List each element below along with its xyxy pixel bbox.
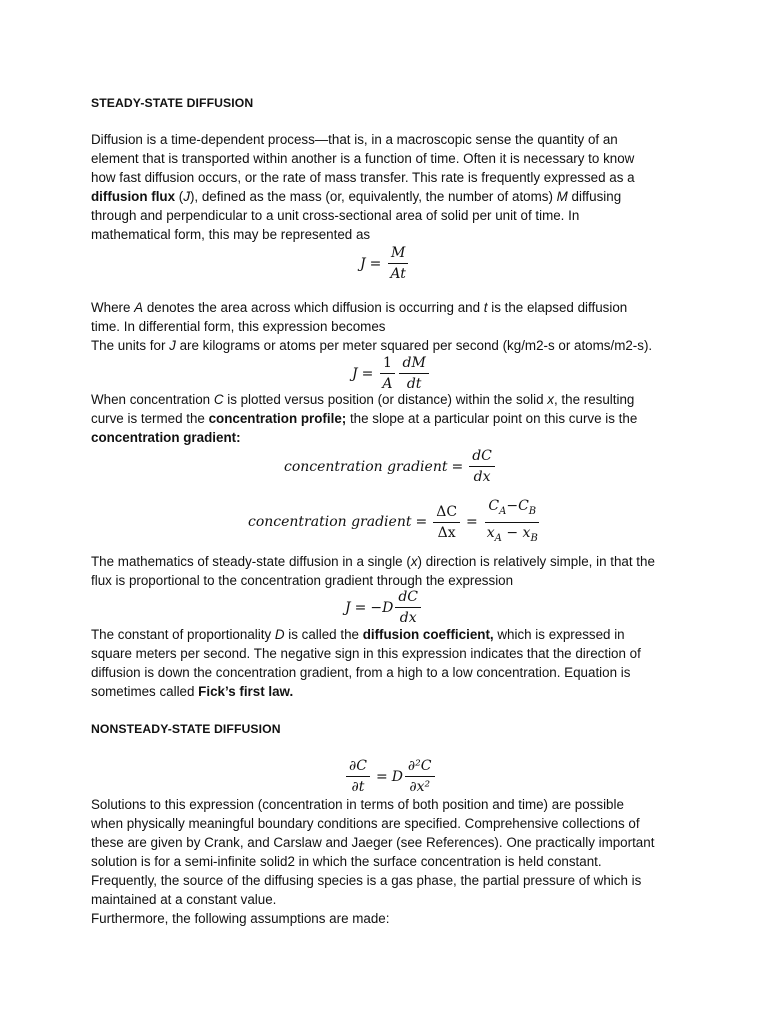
paragraph-area-time — [91, 298, 691, 355]
text-line: time. In differential form, this expression becomes — [91, 319, 386, 334]
symbol-j: J — [169, 338, 176, 353]
denominator: A — [382, 376, 393, 392]
text: The constant of proportionality — [91, 627, 275, 642]
fraction — [379, 355, 395, 392]
text-line — [91, 187, 691, 206]
eq-lhs: J — [360, 255, 366, 272]
text-line: solution is for a semi-infinite solid2 in which the surface concentration is held constant. — [91, 854, 602, 869]
symbol-j: J — [183, 189, 190, 204]
numerator: $C_A-C_B$ — [485, 498, 539, 523]
text-line: element that is transported within another is a function of time. Often it is necessary to know — [91, 151, 635, 166]
text-line — [91, 409, 691, 428]
text-line: how fast diffusion occurs, or the rate of mass transfer. This rate is frequently expressed as a — [91, 170, 635, 185]
denominator: dt — [406, 376, 422, 392]
text: When concentration — [91, 392, 214, 407]
paragraph-steady-state-math — [91, 552, 691, 590]
heading-nonsteady-state: NONSTEADY-STATE DIFFUSION — [91, 722, 281, 736]
text-line: Solutions to this expression (concentration in terms of both position and time) are possible — [91, 797, 624, 812]
numerator: dC — [469, 448, 495, 467]
symbol-t: t — [483, 300, 488, 315]
text-line: Furthermore, the following assumptions are made: — [91, 911, 390, 926]
numerator: dC — [395, 589, 421, 608]
text-line: these are given by Crank, and Carslaw and Jaeger (see References). One practically important — [91, 835, 655, 850]
equation-ficks-first-law: J = −D $\frac{dC}{dx}$ — [345, 589, 423, 626]
text-line: diffusion is down the concentration gradient, from a high to a low concentration. Equation is — [91, 665, 631, 680]
numerator: ∂C — [346, 758, 370, 777]
text: , the resulting — [553, 392, 635, 407]
text-line — [91, 682, 691, 701]
numerator: M — [388, 245, 408, 264]
denominator: At — [390, 266, 406, 282]
text-line: Frequently, the source of the diffusing species is a gas phase, the partial pressure of which is — [91, 873, 642, 888]
term-concentration-gradient: concentration gradient: — [91, 430, 241, 445]
text: curve is termed the — [91, 411, 209, 426]
numerator: 1 — [380, 355, 395, 374]
symbol-a: A — [134, 300, 144, 315]
symbol-d: D — [274, 627, 285, 642]
symbol-x: x — [547, 392, 554, 407]
text-line — [91, 428, 691, 447]
eq-lhs: concentration gradient — [248, 514, 412, 531]
text-line: when physically meaningful boundary conditions are specified. Comprehensive collections of — [91, 816, 640, 831]
eq-lhs: concentration gradient — [284, 458, 448, 475]
numerator: ∂²C — [405, 758, 435, 777]
symbol-m: M — [556, 189, 568, 204]
heading-steady-state: STEADY-STATE DIFFUSION — [91, 96, 254, 110]
equation-flux-differential: J = $\frac{1}{A}$ $\frac{dM}{dt}$ — [352, 355, 431, 392]
term-diffusion-flux: diffusion flux — [91, 189, 176, 204]
denominator: dx — [399, 610, 417, 626]
text-line — [91, 336, 691, 355]
symbol-x: x — [410, 554, 418, 569]
numerator: ΔC — [433, 504, 460, 523]
term-diffusion-coefficient: diffusion coefficient, — [362, 627, 494, 642]
text: sometimes called — [91, 684, 199, 699]
fraction — [484, 498, 541, 547]
numerator: dM — [399, 355, 428, 374]
text: is the elapsed diffusion — [487, 300, 628, 315]
term-concentration-profile: concentration profile; — [208, 411, 347, 426]
eq-lhs: J — [352, 365, 358, 382]
text: are kilograms or atoms per meter squared per second (kg/m2-s or atoms/m2-s). — [175, 338, 653, 353]
text-line: Diffusion is a time-dependent process—that is, in a macroscopic sense the quantity of an — [91, 132, 618, 147]
text-line — [91, 298, 691, 317]
symbol-c: C — [213, 392, 224, 407]
text: the slope at a particular point on this curve is the — [346, 411, 638, 426]
text-line: through and perpendicular to a unit cross-sectional area of solid per unit of time. In — [91, 208, 580, 223]
fraction — [387, 245, 409, 282]
text-line: square meters per second. The negative sign in this expression indicates that the direction of — [91, 646, 641, 661]
fraction — [433, 504, 460, 541]
equation-concentration-gradient-discrete: concentration gradient = $\frac{\Delta C}{\Delta x}$ = $\frac{C_A-C_B}{x_A - x_B}$ — [248, 498, 543, 547]
fraction — [405, 758, 435, 795]
text-line — [91, 552, 691, 571]
text-line — [91, 625, 691, 644]
equation-flux-definition: J = $\frac{M}{At}$ — [360, 245, 411, 282]
text: The units for — [91, 338, 170, 353]
text-line: flux is proportional to the concentration gradient through the expression — [91, 573, 514, 588]
denominator: ∂t — [351, 779, 365, 795]
fraction — [346, 758, 370, 795]
text-line: mathematical form, this may be represented as — [91, 227, 371, 242]
denominator: dx — [473, 469, 491, 485]
text: is called the — [284, 627, 363, 642]
text: is plotted versus position (or distance) within the solid — [223, 392, 548, 407]
term-ficks-first-law: Fick’s first law. — [198, 684, 294, 699]
text: diffusing — [567, 189, 622, 204]
denominator: ∂x² — [409, 779, 431, 795]
text: ( — [175, 189, 184, 204]
text: denotes the area across which diffusion is occurring and — [143, 300, 484, 315]
text-line: maintained at a constant value. — [91, 892, 277, 907]
equation-ficks-second-law: $\frac{\partial C}{\partial t}$ = D $\frac{\text{∂²C}}{\text{∂x²}}$ — [344, 758, 437, 795]
paragraph-diffusion-coefficient — [91, 625, 691, 701]
paragraph-diffusion-intro — [91, 130, 691, 244]
fraction — [399, 355, 428, 392]
text: ) direction is relatively simple, in that the — [417, 554, 655, 569]
text-line — [91, 390, 691, 409]
coefficient: D — [391, 768, 403, 785]
text: which is expressed in — [493, 627, 625, 642]
denominator: $x_A - x_B$ — [486, 524, 538, 544]
coefficient: −D — [370, 599, 394, 616]
paragraph-solutions — [91, 795, 691, 928]
text: Where — [91, 300, 135, 315]
equation-concentration-gradient: concentration gradient = $\frac{dC}{dx}$ — [284, 448, 497, 485]
text: ), defined as the mass (or, equivalently, the number of atoms) — [189, 189, 557, 204]
fraction — [469, 448, 495, 485]
fraction — [395, 589, 421, 626]
eq-lhs: J — [345, 599, 351, 616]
text: The mathematics of steady-state diffusion in a single ( — [91, 554, 411, 569]
paragraph-concentration-profile — [91, 390, 691, 447]
denominator: Δx — [437, 524, 456, 541]
